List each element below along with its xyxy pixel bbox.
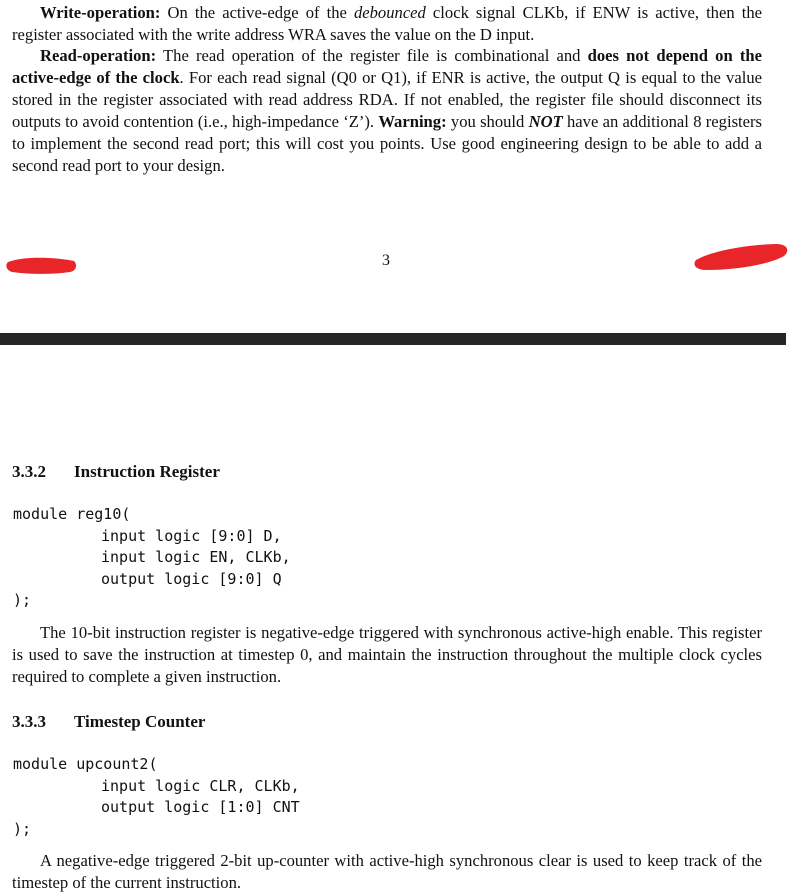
upcount2-module-code: module upcount2( input logic CLR, CLKb, output logic [1:0] CNT ); bbox=[13, 755, 300, 838]
write-operation-paragraph: Write-operation: On the active-edge of the debounced clock signal CLKb, if ENW is active, then the register associated with the write address WRA saves the value on the D input. bbox=[12, 3, 762, 44]
read-operation-paragraph: Read-operation: The read operation of the register file is combinational and does not depend on the active-edge of the clock. For each read signal (Q0 or Q1), if ENR is active, the output Q is equal to the value stored in the register associated with read address RDA. If not enabled, the register file should disconnect its outputs to avoid contention (i.e., high-impedance ‘Z’). Warning: you should NOT have an additional 8 registers to implement the second read port; this will cost you points. Use good engineering design to be able to add a second read port to your design. bbox=[12, 46, 762, 175]
page-number: 3 bbox=[382, 252, 390, 269]
section-heading-instruction-register: 3.3.2 Instruction Register bbox=[12, 462, 220, 481]
page-divider bbox=[0, 333, 786, 345]
section-heading-timestep-counter: 3.3.3 Timestep Counter bbox=[12, 712, 206, 731]
write-operation-label: Write-operation: bbox=[40, 3, 161, 22]
instruction-register-description: The 10-bit instruction register is negative-edge triggered with synchronous active-high enable. This register is used to save the instruction at timestep 0, and maintain the instruction throughout the multiple clock cycles required to complete a given instruction. bbox=[12, 623, 762, 686]
warning-label: Warning: bbox=[378, 112, 447, 131]
read-operation-label: Read-operation: bbox=[40, 46, 157, 65]
reg10-module-code: module reg10( input logic [9:0] D, input logic EN, CLKb, output logic [9:0] Q ); bbox=[13, 505, 291, 609]
timestep-counter-description: A negative-edge triggered 2-bit up-counter with active-high synchronous clear is used to keep track of the timestep of the current instruction. bbox=[12, 851, 762, 892]
